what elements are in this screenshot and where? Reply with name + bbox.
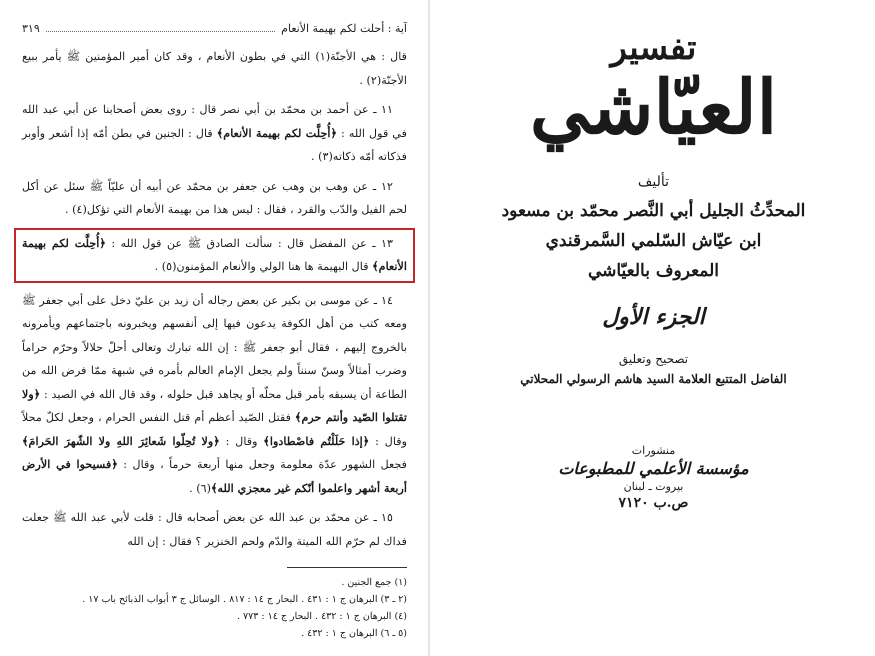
paragraph-text: ١٢ ـ عن وهب بن وهب عن جعفر بن محمّد عن أبيه أن عليّاً ﷺ سئل عن أكل لحم الفيل والدّب والقرد ، فقال : ليس هذا من بهيمة الأنعام التي تؤكل(٤) .: [22, 179, 407, 216]
paragraph-text: قال البهيمة ها هنا الولي والأنعام المؤمنون(٥) .: [154, 260, 373, 273]
footnote: (٥ ـ ٦) البرهان ج ١ : ٤٣٢ .: [301, 628, 407, 639]
author-line: المحدِّثُ الجليل أبي النَّصر محمّد بن مسعود: [501, 201, 806, 221]
paragraph-text: ١٥ ـ عن محمّد بن عبد الله عن بعض أصحابه قال : قلت لأبي عبد الله ﷺ جعلت فداك لم حرّم الله الميتة والدّم ولحم الخنزير ؟ فقال : إن الله: [22, 511, 407, 548]
publisher-pobox: ص.ب ٧١٢٠: [618, 495, 689, 511]
paragraph-text: قال : الجنين في بطن أمّه إذا أشعر وأوبر فذكاته أمّه ذكاته(٣) .: [22, 126, 407, 163]
edit-label: تصحيح وتعليق: [618, 352, 689, 366]
paragraph-15: [22, 506, 407, 553]
paragraph-text: ١٤ ـ عن موسى بن بكير عن بعض رجاله أن زيد بن عليّ دخل على أبي جعفر ﷺ ومعه كتب من أهل الكوفة يدعون فيها إلى أنفسهم ويخبرونه باجتماعهم ويأمرونه بالخروج إليهم ، فقال أبو جعفر ﷺ : إن الله تبارك وتعالى أحلّ حلالاً وحرّم حراماً وضرب أمثالاً وسنّ سنناً ولم يجعل الإمام العالم بأمره في شبهة ممّا فرض الله من الطاعة أن يسبقه بأمر قبل محلّه أو يجاهد قبل حلوله ، وقد قال الله في الصيد :: [22, 293, 407, 401]
left-page: [0, 0, 425, 656]
author-line: المعروف بالعيّاشي: [587, 261, 720, 281]
book-title-main: العيّاشي: [529, 65, 778, 151]
author-block: [432, 196, 875, 286]
quran-verse: ﴿أُحِلَّت لكم بهيمة الأنعام﴾: [216, 125, 338, 140]
publisher-name: مؤسسة الأعلمي للمطبوعات: [558, 459, 749, 478]
publisher-label: منشورات: [631, 444, 676, 457]
paragraph-11: [22, 98, 407, 169]
page-header: [22, 22, 407, 35]
footnote: (٢ ـ ٣) البرهان ج ١ : ٤٣١ . البحار ج ١٤ : ٨١٧ . الوسائل ج ٣ أبواب الذبائح باب ١٧ .: [82, 594, 407, 605]
paragraph-text: فقتل الصّيد أعظم أم قتل النفس الحرام ، وجعل لكلّ محلاً وقال :: [22, 411, 408, 448]
editor-name: الفاضل المتتبع العلامة السيد هاشم الرسولي المحلاتي: [520, 372, 787, 386]
title-page: [432, 0, 875, 656]
paragraph-12: [22, 175, 407, 222]
paragraph-text: وقال :: [219, 434, 264, 448]
paragraph-text: (٦) .: [189, 481, 211, 495]
paragraph-text: قال : هي الأجنّة(١) التي في بطون الأنعام ، وقد كان أمير المؤمنين ﷺ يأمر ببيع الأجنّة(٢) .: [22, 50, 407, 87]
paragraph-14: [22, 289, 407, 501]
paragraph-text: ١٣ ـ عن المفضل قال : سألت الصادق ﷺ عن قول الله :: [105, 236, 394, 250]
quran-verse: ﴿ولا تُحِلّوا شَعائِرَ اللهِ ولا الشّهرَ الحَرامَ﴾: [22, 433, 220, 448]
footnotes: [22, 574, 407, 642]
header-title: آية : أحلت لكم بهيمة الأنعام: [281, 22, 407, 35]
book-title-small: تفسير: [610, 28, 697, 68]
quran-verse: ﴿ولا تقتلوا الصّيد وأنتم حرم﴾: [22, 386, 407, 424]
footnote: (٤) البرهان ج ١ : ٤٣٢ . البحار ج ١٤ : ٧٧٣ .: [237, 611, 407, 622]
paragraph-text: ١١ ـ عن أحمد بن محمّد بن أبي نصر قال : روى بعض أصحابنا عن أبي عبد الله في قول الله :: [22, 103, 407, 140]
paragraph-10: [22, 45, 407, 92]
footnote: (١) جمع الجنين .: [341, 577, 407, 588]
footnote-divider: [287, 567, 407, 568]
paragraph-13: [22, 232, 407, 279]
header-dots: [46, 25, 275, 32]
volume-label: الجزء الأول: [602, 304, 705, 330]
publisher-city: بيروت ـ لبنان: [623, 480, 684, 493]
quran-verse: ﴿فسيحوا في الأرض أربعة أشهر واعلموا أنّكم غير معجزي الله﴾: [22, 457, 407, 495]
quran-verse: ﴿إذا حَلَلْتُم فاصْطادوا﴾: [263, 433, 370, 448]
authorship-label: تأليف: [637, 174, 670, 190]
paragraph-text: فجعل الشهور عدّة معلومة وجعل منها أربعة حرماً ، وقال :: [117, 458, 408, 471]
quran-verse: ﴿أُحِلَّت لكم بهيمة الأنعام﴾: [22, 235, 407, 273]
author-line: ابن عيّاش السّلمي السَّمرقندي: [545, 231, 762, 251]
page-number: ٣١٩: [22, 22, 40, 35]
highlighted-passage: [14, 228, 415, 283]
page-gutter: [428, 0, 430, 656]
